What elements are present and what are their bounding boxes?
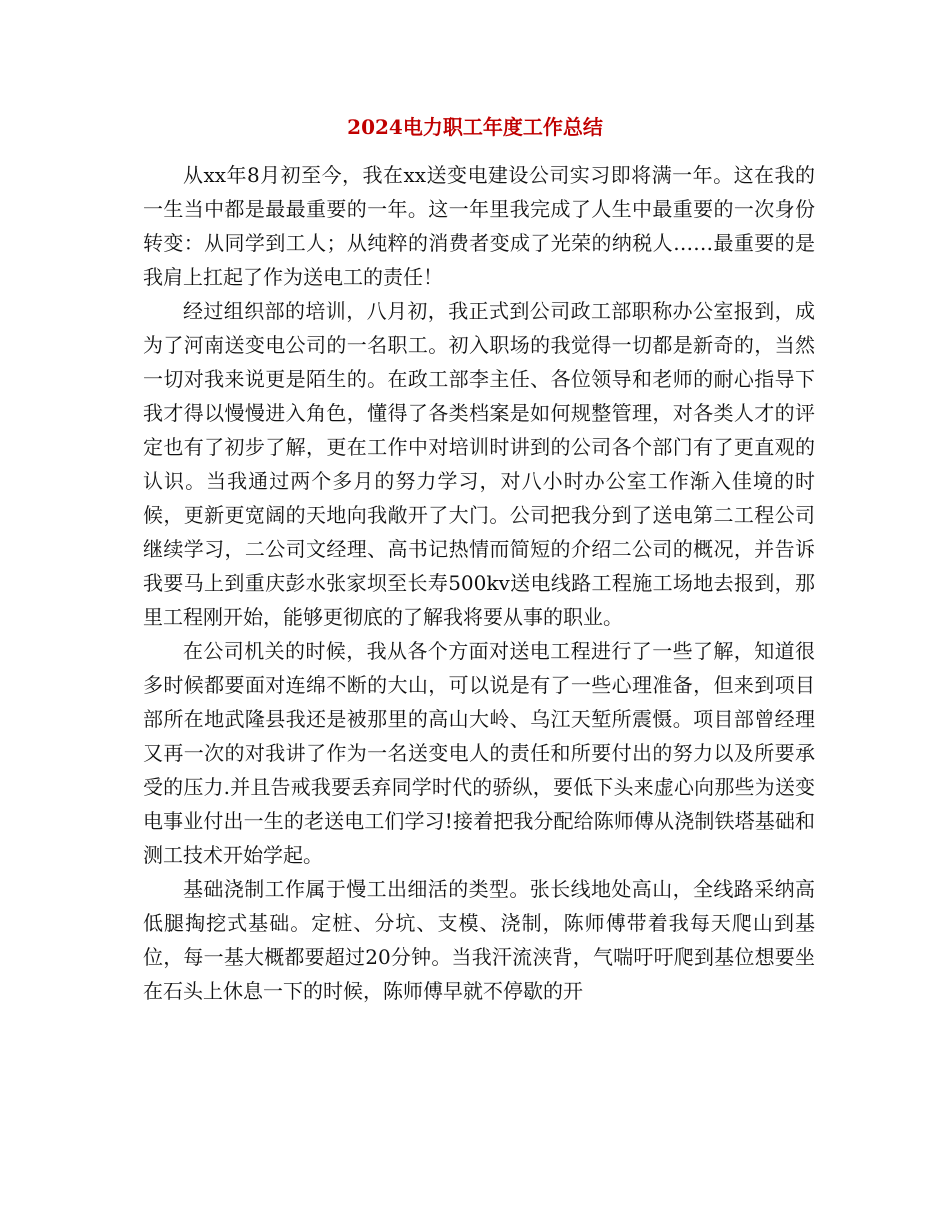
paragraph-4: 基础浇制工作属于慢工出细活的类型。张长线地处高山，全线路采纳高低腿掏挖式基础。定桩、分坑、支模、浇制，陈师傅带着我每天爬山到基位，每一基大概都要超过20分钟。当我汗流浃背，气喘吁吁爬到基位想要坐在石头上休息一下的时候，陈师傅早就不停歇的开 xyxy=(143,877,815,1003)
document-title: 2024电力职工年度工作总结 xyxy=(347,115,603,139)
paragraph-3: 在公司机关的时候，我从各个方面对送电工程进行了一些了解，知道很多时候都要面对连绵不断的大山，可以说是有了一些心理准备，但来到项目部所在地武隆县我还是被那里的高山大岭、乌江天堑所震慑。项目部曾经理又再一次的对我讲了作为一名送变电人的责任和所要付出的努力以及所要承受的压力.并且告戒我要丢弃同学时代的骄纵，要低下头来虚心向那些为送变电事业付出一生的老送电工们学习!接着把我分配给陈师傅从浇制铁塔基础和测工技术开始学起。 xyxy=(143,639,815,867)
paragraph-2: 经过组织部的培训，八月初，我正式到公司政工部职称办公室报到，成为了河南送变电公司的一名职工。初入职场的我觉得一切都是新奇的，当然一切对我来说更是陌生的。在政工部李主任、各位领导和老师的耐心指导下我才得以慢慢进入角色，懂得了各类档案是如何规整管理，对各类人才的评定也有了初步了解，更在工作中对培训时讲到的公司各个部门有了更直观的认识。当我通过两个多月的努力学习，对八小时办公室工作渐入佳境的时候，更新更宽阔的天地向我敞开了大门。公司把我分到了送电第二工程公司继续学习，二公司文经理、高书记热情而简短的介绍二公司的概况，并告诉我要马上到重庆彭水张家坝至长寿500kv送电线路工程施工场地去报到，那里工程刚开始，能够更彻底的了解我将要从事的职业。 xyxy=(143,299,815,629)
paragraph-1: 从xx年8月初至今，我在xx送变电建设公司实习即将满一年。这在我的一生当中都是最最重要的一年。这一年里我完成了人生中最重要的一次身份转变：从同学到工人；从纯粹的消费者变成了光荣的纳税人……最重要的是我肩上扛起了作为送电工的责任！ xyxy=(143,163,815,289)
document-body xyxy=(143,158,815,1008)
